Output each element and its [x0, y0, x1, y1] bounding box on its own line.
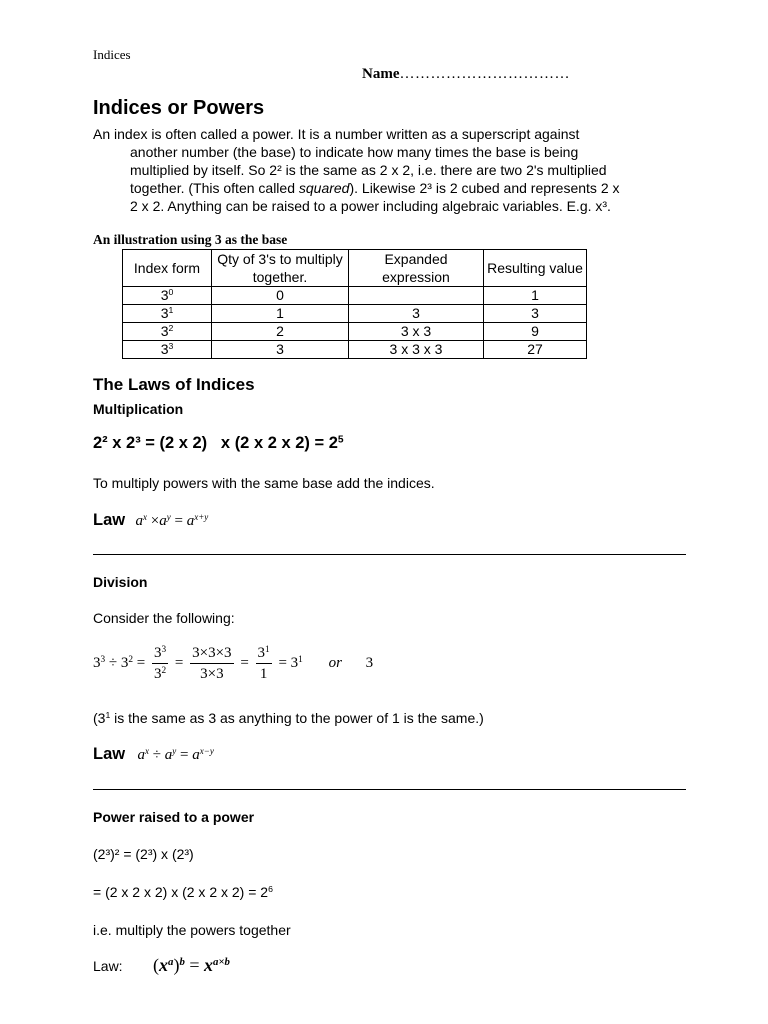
division-equation: $3^3 \div 3^2$ = $\frac{3^3}{3^2}$ = $\frac{3\times 3\times 3}{3\times 3}$ = $\frac{3^1}{1}$ = $3^1$ or 3: [93, 644, 374, 682]
fraction: $\frac{3^3}{3^2}$: [154, 644, 167, 682]
table-row: [123, 287, 587, 305]
power-heading: Power raised to a power: [93, 809, 255, 825]
qty-cell: 3: [212, 341, 349, 359]
intro-line: another number (the base) to indicate how many times the base is being: [130, 144, 579, 160]
table-header-row: [123, 250, 587, 287]
table-caption: An illustration using 3 as the base: [93, 232, 288, 247]
multiplication-law: [93, 511, 208, 530]
multiplication-law-formula: $a^x \times a^y = a^{x+y}$: [135, 512, 209, 529]
laws-heading: The Laws of Indices: [93, 375, 255, 394]
intro-line: multiplied by itself. So 2² is the same as 2 x 2, i.e. there are two 2's multiplied: [130, 162, 607, 178]
intro-line: An index is often called a power. It is a number written as a superscript against: [93, 126, 580, 142]
value-cell: 9: [484, 323, 587, 341]
power-line: (2³)² = (2³) x (2³): [93, 846, 194, 862]
table-row: [123, 323, 587, 341]
table-header: Index form: [123, 250, 212, 287]
fraction: $\frac{3\times 3\times 3}{3\times 3}$: [192, 645, 232, 682]
name-dots: ……………………………: [399, 66, 570, 82]
expanded-cell: 3: [349, 305, 484, 323]
index-form-cell: $3^0$: [123, 287, 212, 305]
result-alt: 3: [365, 654, 374, 671]
power-line: = (2 x 2 x 2) x (2 x 2 x $2) = 2^6$: [93, 884, 273, 900]
power-law-formula: $(x^a)^b = x^{a\times b}$: [153, 955, 230, 975]
table-header: Expanded expression: [349, 250, 484, 287]
document-header-label: Indices: [93, 47, 131, 62]
index-form-cell: $3^1$: [123, 305, 212, 323]
section-divider: [93, 554, 686, 555]
table-row: [123, 341, 587, 359]
page-title: Indices or Powers: [93, 97, 265, 119]
qty-cell: 0: [212, 287, 349, 305]
division-heading: Division: [93, 574, 148, 590]
table-header: Qty of 3's to multiply together.: [212, 250, 349, 287]
index-form-cell: $3^2$: [123, 323, 212, 341]
division-law-formula: $a^x \div a^y = a^{x-y}$: [137, 746, 214, 763]
expanded-cell: 3 x 3 x 3: [349, 341, 484, 359]
value-cell: 1: [484, 287, 587, 305]
intro-line: 2 x 2. Anything can be raised to a power including algebraic variables. E.g. x³.: [130, 198, 611, 214]
multiplication-heading: Multiplication: [93, 401, 184, 417]
division-intro: Consider the following:: [93, 610, 235, 626]
intro-line: together. (This often called squared). Likewise 2³ is 2 cubed and represents 2 x: [130, 180, 620, 196]
law-label: Law: [93, 511, 126, 529]
or-text: or: [328, 654, 342, 671]
multiplication-rule: To multiply powers with the same base add the indices.: [93, 475, 435, 491]
division-law: [93, 745, 214, 764]
index-form-cell: $3^3$: [123, 341, 212, 359]
table-row: [123, 305, 587, 323]
italic-term: squared: [298, 180, 350, 196]
intro-paragraph: [93, 125, 673, 215]
qty-cell: 2: [212, 323, 349, 341]
expanded-cell: [349, 287, 484, 305]
multiplication-example: 2² x 2³ = (2 x 2) x (2 x 2 x $2) = 2^5$: [93, 434, 344, 452]
value-cell: 27: [484, 341, 587, 359]
law-label: Law: [93, 745, 126, 763]
indices-table: [122, 249, 587, 359]
expanded-cell: 3 x 3: [349, 323, 484, 341]
fraction: $\frac{3^1}{1}$: [257, 644, 270, 682]
section-divider: [93, 789, 686, 790]
division-note: ($3^1$ is the same as 3 as anything to the power of 1 is the same.): [93, 710, 484, 726]
table-header: Resulting value: [484, 250, 587, 287]
name-label: Name: [362, 66, 400, 82]
power-line: i.e. multiply the powers together: [93, 922, 291, 938]
law-label: Law:: [93, 958, 123, 974]
qty-cell: 1: [212, 305, 349, 323]
value-cell: 3: [484, 305, 587, 323]
name-field[interactable]: [362, 66, 570, 83]
power-law: [93, 955, 230, 976]
